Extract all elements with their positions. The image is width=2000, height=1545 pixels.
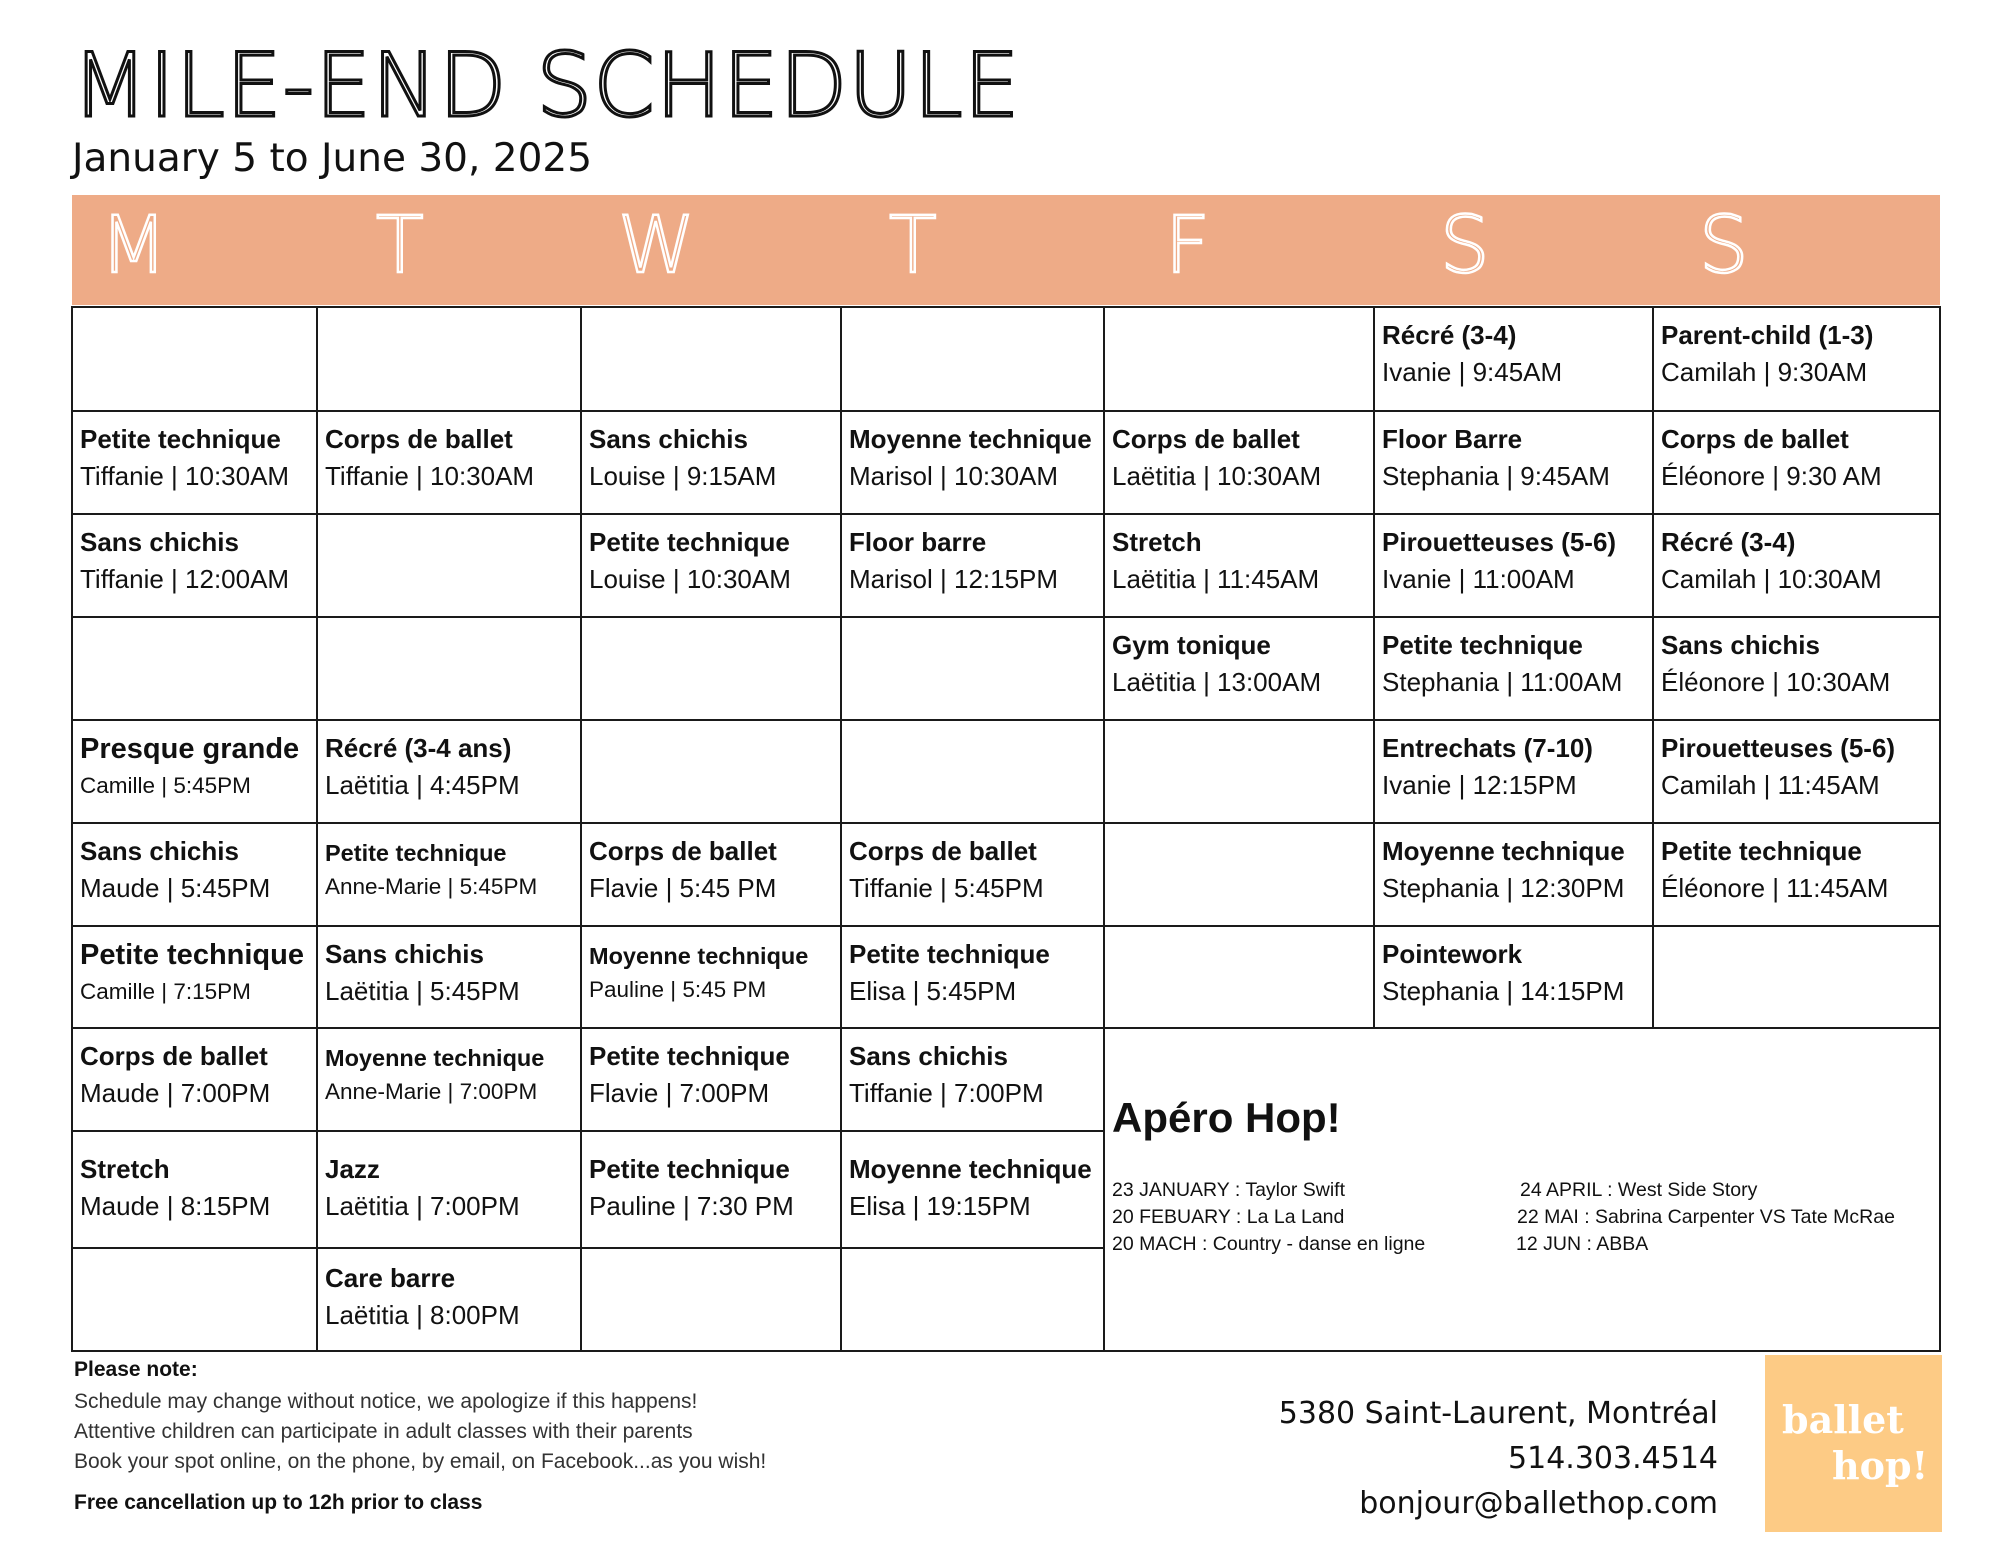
class-instructor-time: Éléonore | 9:30 AM: [1661, 460, 1882, 491]
class-instructor-time: Éléonore | 10:30AM: [1661, 666, 1891, 697]
note-line: Book your spot online, on the phone, by email, on Facebook...as you wish!: [74, 1450, 767, 1473]
class-name: Gym tonique: [1112, 630, 1271, 660]
class-name: Récré (3-4): [1661, 527, 1796, 557]
class-cell: [581, 411, 841, 514]
class-instructor-time: Camilah | 9:30AM: [1661, 356, 1868, 387]
class-instructor-time: Ivanie | 9:45AM: [1382, 356, 1563, 387]
class-name: Petite technique: [325, 840, 507, 866]
day-header-thursday: T: [889, 201, 937, 291]
class-name: Pirouetteuses (5-6): [1661, 733, 1896, 763]
note-line: Schedule may change without notice, we apologize if this happens!: [74, 1390, 698, 1413]
day-header-friday: F: [1165, 201, 1210, 291]
class-name: Corps de ballet: [1661, 424, 1849, 454]
weekday-header-band: [72, 195, 1940, 305]
class-cell: [317, 1250, 581, 1350]
class-instructor-time: Ivanie | 12:15PM: [1382, 769, 1577, 800]
class-instructor-time: Ivanie | 11:00AM: [1382, 563, 1575, 594]
class-name: Corps de ballet: [589, 836, 777, 866]
class-instructor-time: Éléonore | 11:45AM: [1661, 872, 1889, 903]
class-instructor-time: Louise | 9:15AM: [589, 460, 777, 491]
class-instructor-time: Camille | 7:15PM: [80, 978, 251, 1004]
class-cell: [1653, 411, 1940, 514]
class-instructor-time: Laëtitia | 7:00PM: [325, 1190, 520, 1221]
class-instructor-time: Anne-Marie | 5:45PM: [325, 873, 538, 899]
class-cell: [317, 926, 581, 1028]
class-cell: [1374, 307, 1653, 411]
day-header-wednesday: W: [618, 201, 696, 291]
class-instructor-time: Marisol | 12:15PM: [849, 563, 1059, 594]
apero-event: 23 JANUARY : Taylor Swift: [1112, 1179, 1346, 1201]
class-name: Moyenne technique: [325, 1045, 545, 1071]
class-name: Corps de ballet: [80, 1041, 268, 1071]
class-cell: [72, 514, 317, 617]
class-name: Petite technique: [80, 424, 281, 454]
page-title: MILE-END SCHEDULE: [72, 34, 1021, 137]
class-name: Petite technique: [589, 527, 790, 557]
class-name: Moyenne technique: [849, 1154, 1092, 1184]
class-cell: [1653, 617, 1940, 720]
class-cell: [841, 514, 1104, 617]
class-instructor-time: Stephania | 12:30PM: [1382, 872, 1625, 903]
apero-event: 20 MACH : Country - danse en ligne: [1112, 1233, 1426, 1255]
class-instructor-time: Flavie | 7:00PM: [589, 1077, 770, 1108]
class-cell: [1374, 514, 1653, 617]
class-instructor-time: Laëtitia | 11:45AM: [1112, 563, 1320, 594]
class-instructor-time: Maude | 7:00PM: [80, 1077, 271, 1108]
class-cell: [72, 1028, 317, 1131]
class-name: Entrechats (7-10): [1382, 733, 1593, 763]
class-cell: [317, 1028, 581, 1131]
class-cell: [317, 411, 581, 514]
day-header-sunday: S: [1699, 201, 1749, 291]
ballet-hop-logo: [1765, 1355, 1942, 1532]
class-instructor-time: Stephania | 14:15PM: [1382, 975, 1625, 1006]
class-instructor-time: Laëtitia | 10:30AM: [1112, 460, 1322, 491]
class-name: Petite technique: [589, 1154, 790, 1184]
class-cell: [1104, 411, 1374, 514]
class-cell: [1104, 617, 1374, 720]
class-instructor-time: Camilah | 11:45AM: [1661, 769, 1880, 800]
class-cell: [1374, 617, 1653, 720]
class-name: Presque grande: [80, 733, 300, 765]
class-name: Sans chichis: [849, 1041, 1008, 1071]
class-instructor-time: Tiffanie | 10:30AM: [325, 460, 535, 491]
class-name: Corps de ballet: [849, 836, 1037, 866]
class-instructor-time: Stephania | 11:00AM: [1382, 666, 1623, 697]
logo-text-line1: ballet: [1782, 1397, 1904, 1442]
apero-event: 24 APRIL : West Side Story: [1520, 1179, 1758, 1201]
class-name: Récré (3-4 ans): [325, 733, 512, 763]
class-instructor-time: Elisa | 19:15PM: [849, 1190, 1031, 1221]
class-cell: [317, 1141, 581, 1248]
class-name: Moyenne technique: [1382, 836, 1625, 866]
apero-event: 12 JUN : ABBA: [1516, 1233, 1649, 1255]
class-name: Sans chichis: [1661, 630, 1820, 660]
class-name: Floor Barre: [1382, 424, 1523, 454]
class-instructor-time: Pauline | 7:30 PM: [589, 1190, 794, 1221]
class-cell: [1374, 720, 1653, 823]
class-name: Petite technique: [589, 1041, 790, 1071]
class-instructor-time: Pauline | 5:45 PM: [589, 976, 767, 1002]
class-cell: [1653, 514, 1940, 617]
class-cell: [1653, 823, 1940, 926]
class-name: Sans chichis: [80, 836, 239, 866]
class-name: Petite technique: [1382, 630, 1583, 660]
class-instructor-time: Camilah | 10:30AM: [1661, 563, 1882, 594]
class-instructor-time: Laëtitia | 4:45PM: [325, 769, 520, 800]
day-header-saturday: S: [1440, 201, 1490, 291]
class-instructor-time: Tiffanie | 10:30AM: [80, 460, 290, 491]
class-name: Moyenne technique: [849, 424, 1092, 454]
class-cell: [1653, 720, 1940, 823]
class-name: Petite technique: [80, 939, 304, 971]
class-instructor-time: Marisol | 10:30AM: [849, 460, 1059, 491]
class-instructor-time: Tiffanie | 7:00PM: [849, 1077, 1044, 1108]
class-instructor-time: Flavie | 5:45 PM: [589, 872, 777, 903]
date-range: January 5 to June 30, 2025: [72, 136, 593, 181]
apero-hop-title: Apéro Hop!: [1112, 1094, 1341, 1141]
class-instructor-time: Tiffanie | 12:00AM: [80, 563, 290, 594]
class-name: Sans chichis: [325, 939, 484, 969]
apero-event: 20 FEBUARY : La La Land: [1112, 1206, 1345, 1228]
class-cell: [72, 1141, 317, 1248]
day-header-tuesday: T: [376, 201, 424, 291]
note-line: Attentive children can participate in adult classes with their parents: [74, 1420, 693, 1443]
class-cell: [581, 926, 841, 1028]
class-instructor-time: Maude | 5:45PM: [80, 872, 271, 903]
class-instructor-time: Elisa | 5:45PM: [849, 975, 1017, 1006]
class-name: Moyenne technique: [589, 943, 809, 969]
class-cell: [581, 1141, 841, 1248]
class-name: Stretch: [1112, 527, 1202, 557]
class-cell: [72, 823, 317, 926]
class-cell: [841, 411, 1104, 514]
class-cell: [317, 720, 581, 823]
class-instructor-time: Laëtitia | 8:00PM: [325, 1299, 520, 1330]
class-name: Sans chichis: [589, 424, 748, 454]
class-name: Corps de ballet: [1112, 424, 1300, 454]
contact-address: 5380 Saint-Laurent, Montréal: [1278, 1396, 1718, 1431]
notes-heading: Please note:: [74, 1358, 198, 1381]
class-instructor-time: Louise | 10:30AM: [589, 563, 791, 594]
class-name: Corps de ballet: [325, 424, 513, 454]
class-cell: [841, 1028, 1104, 1131]
class-instructor-time: Maude | 8:15PM: [80, 1190, 271, 1221]
class-name: Care barre: [325, 1263, 456, 1293]
class-instructor-time: Laëtitia | 5:45PM: [325, 975, 520, 1006]
apero-event: 22 MAI : Sabrina Carpenter VS Tate McRae: [1517, 1206, 1895, 1228]
class-instructor-time: Anne-Marie | 7:00PM: [325, 1078, 538, 1104]
class-cell: [581, 1028, 841, 1131]
class-name: Parent-child (1-3): [1661, 320, 1874, 350]
class-cell: [1374, 926, 1653, 1028]
class-name: Pointework: [1382, 939, 1523, 969]
class-instructor-time: Stephania | 9:45AM: [1382, 460, 1610, 491]
class-cell: [1374, 411, 1653, 514]
class-cell: [1653, 307, 1940, 411]
class-instructor-time: Laëtitia | 13:00AM: [1112, 666, 1322, 697]
class-name: Sans chichis: [80, 527, 239, 557]
class-cell: [72, 411, 317, 514]
class-cell: [72, 926, 317, 1028]
class-cell: [581, 514, 841, 617]
class-name: Récré (3-4): [1382, 320, 1517, 350]
class-name: Petite technique: [849, 939, 1050, 969]
class-cell: [1374, 823, 1653, 926]
cancellation-note: Free cancellation up to 12h prior to class: [74, 1491, 483, 1514]
class-name: Floor barre: [849, 527, 987, 557]
class-cell: [1104, 514, 1374, 617]
class-name: Stretch: [80, 1154, 170, 1184]
class-instructor-time: Tiffanie | 5:45PM: [849, 872, 1044, 903]
logo-text-line2: hop!: [1832, 1443, 1929, 1488]
contact-email[interactable]: bonjour@ballethop.com: [1359, 1486, 1718, 1521]
class-cell: [72, 720, 317, 823]
class-cell: [317, 823, 581, 926]
class-cell: [581, 823, 841, 926]
class-name: Pirouetteuses (5-6): [1382, 527, 1617, 557]
class-name: Jazz: [325, 1154, 380, 1184]
class-cell: [841, 823, 1104, 926]
class-instructor-time: Camille | 5:45PM: [80, 772, 251, 798]
class-cell: [841, 926, 1104, 1028]
class-cell: [841, 1141, 1104, 1248]
day-header-monday: M: [100, 201, 168, 291]
class-name: Petite technique: [1661, 836, 1862, 866]
contact-phone[interactable]: 514.303.4514: [1508, 1441, 1718, 1476]
